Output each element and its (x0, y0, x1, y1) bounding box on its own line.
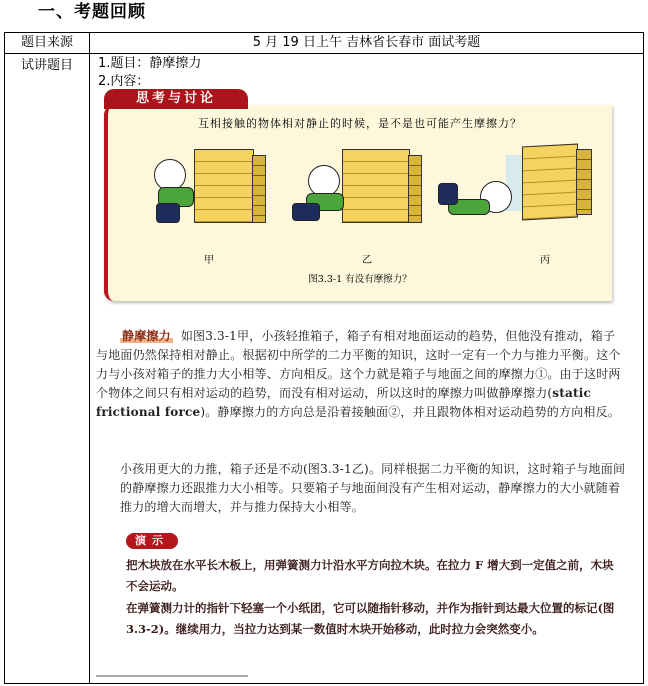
child-legs-icon (156, 203, 180, 223)
scene-illustration-3 (438, 141, 588, 251)
scene-label-2: 乙 (362, 255, 372, 266)
topic-line: 1.题目：静摩擦力 (98, 56, 202, 71)
figure-caption: 图3.3-1 有没有摩擦力？ (308, 274, 412, 285)
english-term: static frictional force (96, 386, 591, 419)
paragraph-text: 在弹簧测力计的指针下轻塞一个小纸团，它可以随指针移动，并作为指针到达最大位置的标记(图3.3-2)。继续用力，当拉力达到某一数值时木块开始移动，此时拉力会突然变小。 (126, 601, 615, 636)
paragraph-greater-force (96, 460, 626, 517)
child-legs-icon (292, 203, 320, 221)
demo-paragraph-2 (102, 598, 622, 640)
crate-side-icon (576, 149, 592, 215)
content-line: 2.内容： (98, 74, 150, 89)
source-value: 5 月 19 日上午 吉林省长春市 面试考题 (90, 33, 644, 54)
footnote-divider (96, 675, 248, 677)
exam-review-table (4, 32, 644, 684)
paragraph-text: 把木块放在水平长木板上，用弹簧测力计沿水平方向拉木块。在拉力 F 增大到一定值之前，木块不会运动。 (126, 558, 614, 593)
paragraph-text: 小孩用更大的力推，箱子还是不动(图3.3-1乙)。同样根据二力平衡的知识，这时箱子与地面间的静摩擦力还跟推力大小相等。只要箱子与地面间没有产生相对运动，静摩擦力的大小就随着推力的增大而增大，并与推力保持大小相等。 (120, 462, 626, 514)
scene-illustration-1 (138, 141, 288, 251)
paragraph-text: 如图3.3-1甲，小孩轻推箱子，箱子有相对地面运动的趋势，但他没有推动，箱子与地面仍然保持相对静止。根据初中所学的二力平衡的知识，这时一定有一个力与推力平衡。这个力与小孩对箱子的推力大小相等、方向相反。这个力就是箱子与地面之间的摩擦力①。由于这时两个物体之间只有相对运动的趋势，而没有相对运动，所以这时的摩擦力叫做静摩擦力( (96, 329, 621, 400)
source-row (5, 33, 644, 54)
keyword-static-friction: 静摩擦力 (122, 329, 171, 343)
crate-icon (342, 149, 410, 223)
crate-side-icon (408, 155, 422, 223)
crate-icon (194, 149, 254, 223)
section-title: 一、考题回顾 (38, 2, 146, 22)
crate-icon (522, 144, 578, 221)
source-label: 题目来源 (5, 33, 90, 54)
demo-paragraph-1 (102, 555, 622, 597)
lecture-topic-label: 试讲题目 (5, 54, 90, 684)
textbook-figure (104, 91, 612, 301)
scene-label-3: 丙 (540, 255, 550, 266)
lecture-topic-row (5, 54, 644, 684)
paragraph-text: )。静摩擦力的方向总是沿着接触面②，并且跟物体相对运动趋势的方向相反。 (200, 405, 621, 419)
crate-side-icon (252, 155, 266, 223)
figure-question: 互相接触的物体相对静止的时候，是不是也可能产生摩擦力？ (198, 117, 522, 130)
paragraph-static-friction (96, 327, 626, 422)
child-legs-icon (438, 183, 458, 205)
figure-tab-title: 思考与讨论 (104, 89, 248, 109)
lecture-topic-content (90, 54, 644, 684)
scene-label-1: 甲 (204, 255, 214, 266)
scene-illustration-2 (288, 141, 438, 251)
demo-badge: 演示 (126, 533, 178, 549)
